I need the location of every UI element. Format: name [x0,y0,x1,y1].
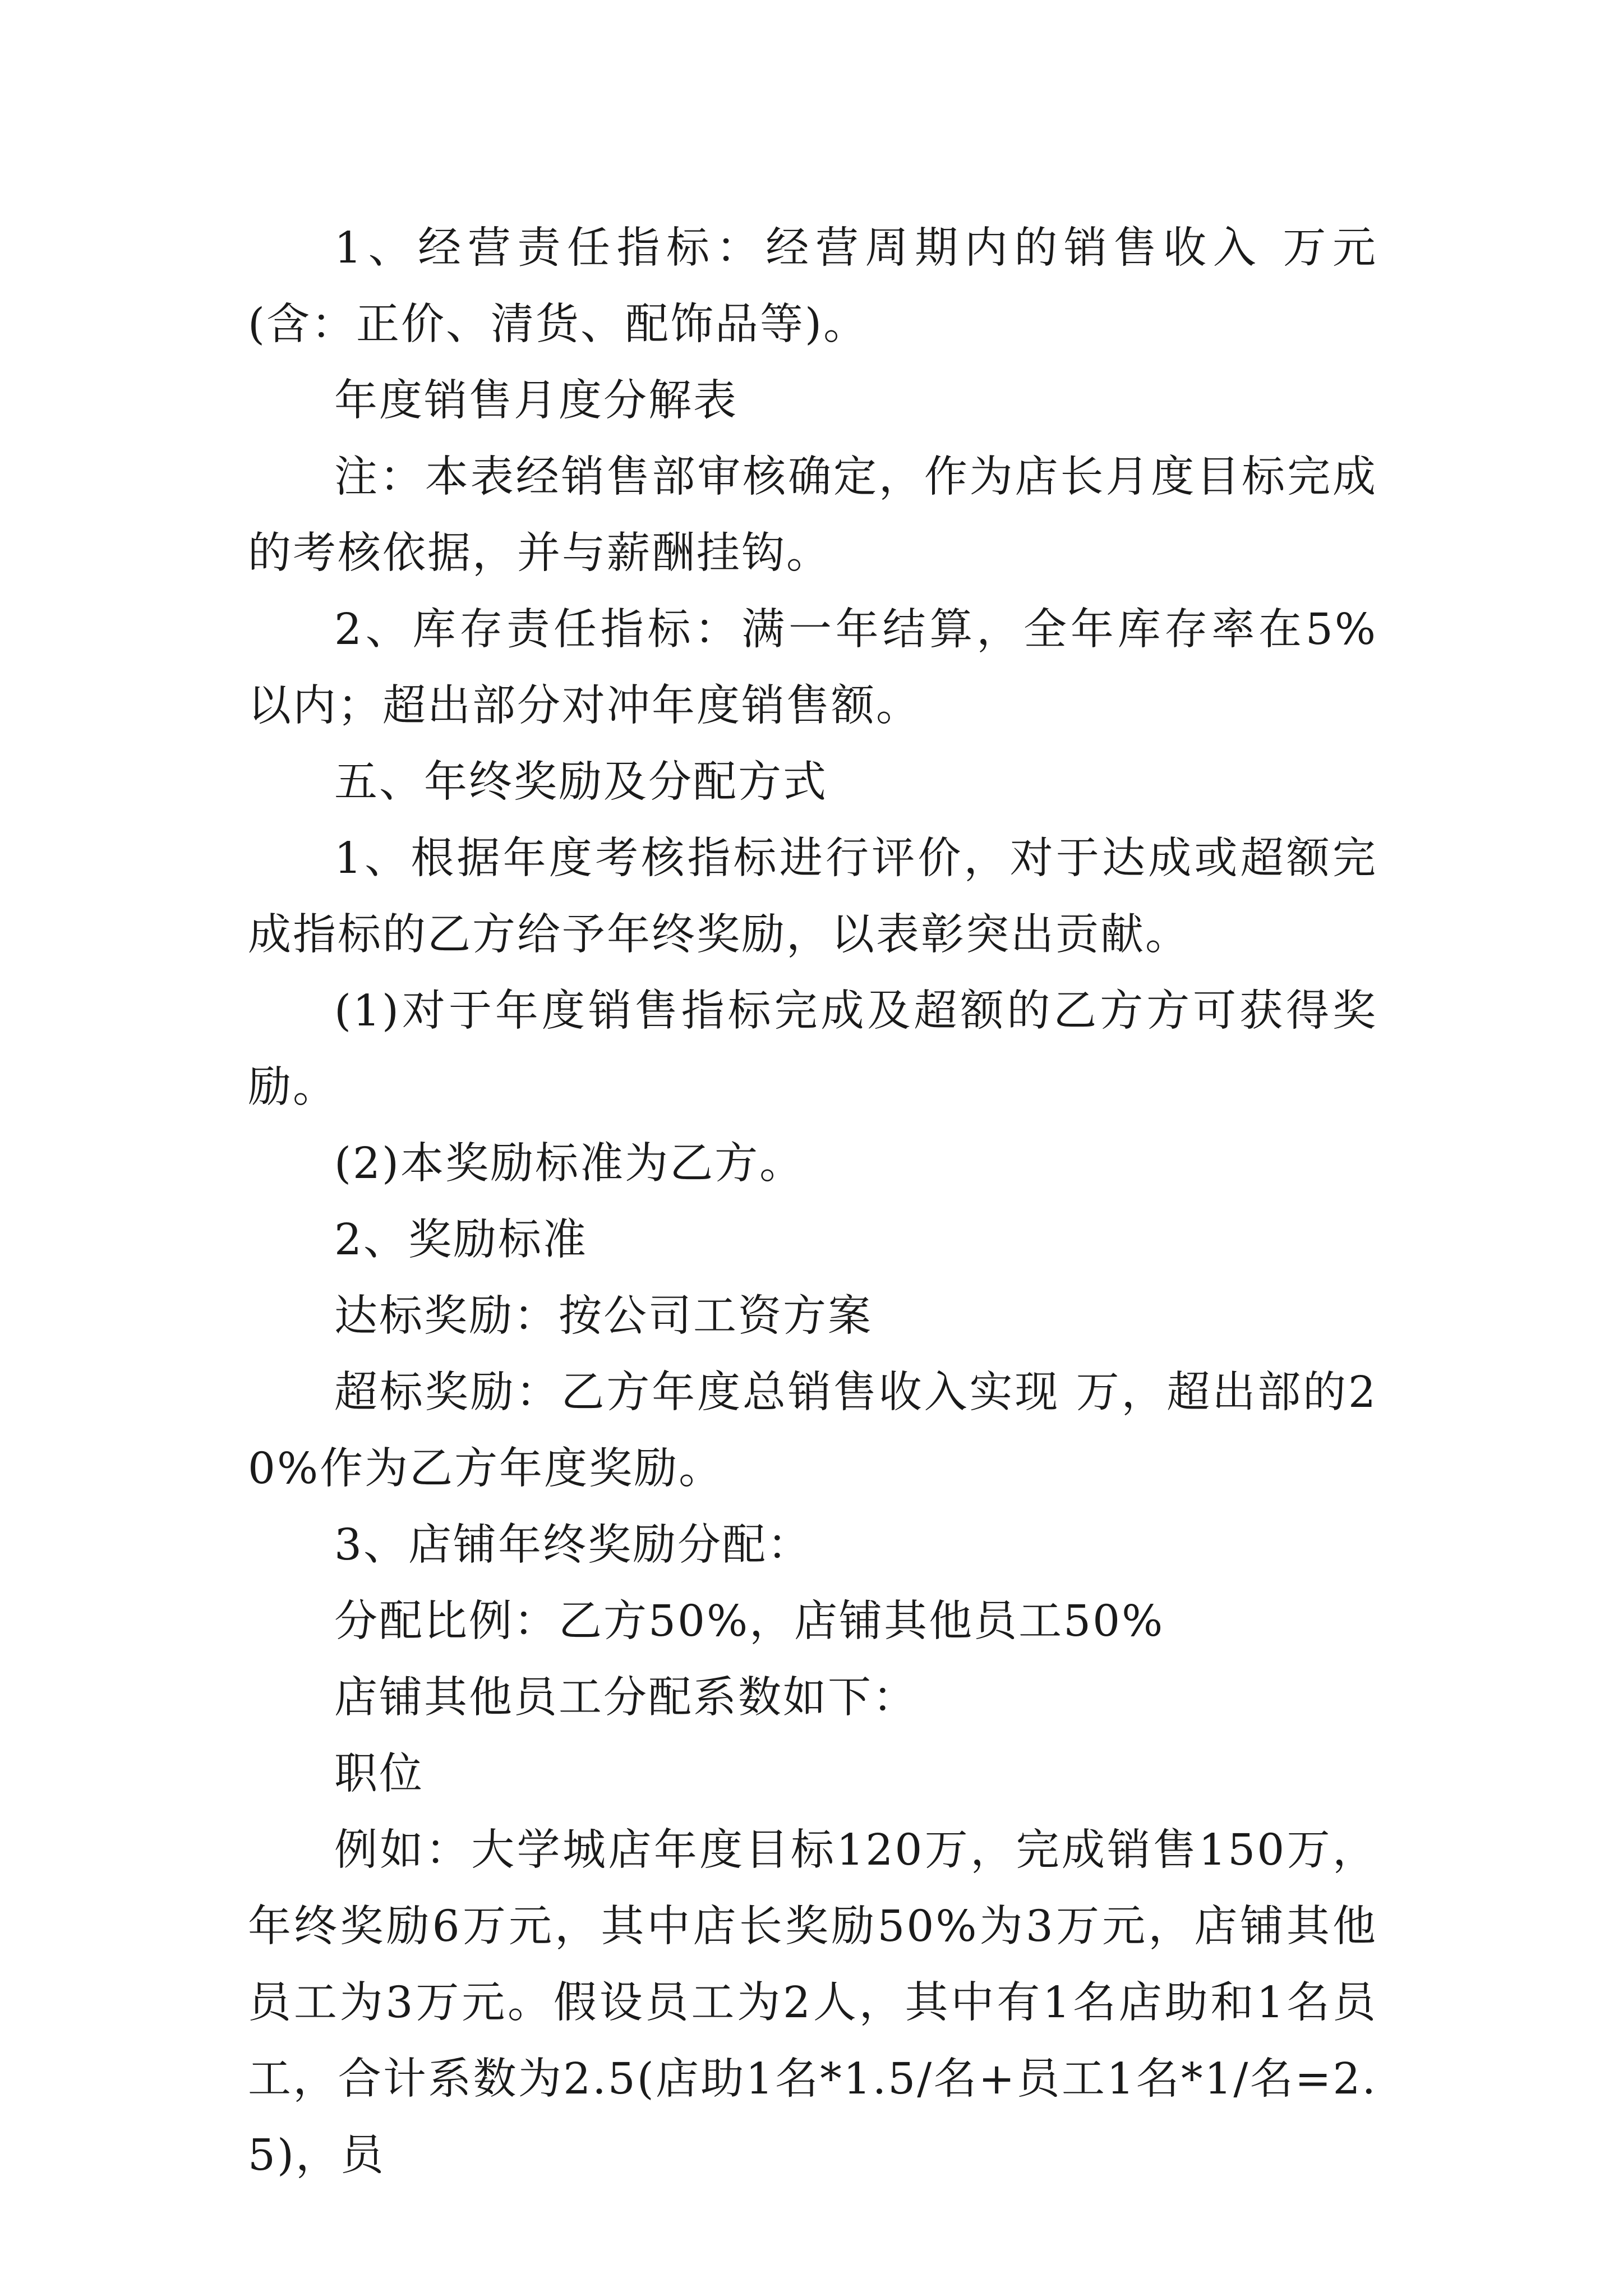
document-body [248,210,1377,2194]
paragraph-item-1: (1)对于年度销售指标完成及超额的乙方方可获得奖励。 [248,986,1377,1112]
paragraph-excess-bonus: 超标奖励：乙方年度总销售收入实现 万，超出部的20%作为乙方年度奖励。 [248,1368,1377,1494]
paragraph-inventory-target: 2、库存责任指标：满一年结算，全年库存率在5%以内；超出部分对冲年度销售额。 [248,605,1377,731]
paragraph-evaluation: 1、根据年度考核指标进行评价，对于达成或超额完成指标的乙方给予年终奖励，以表彰突出贡献。 [248,834,1377,960]
paragraph-operating-target: 1、经营责任指标：经营周期内的销售收入 万元(含：正价、清货、配饰品等)。 [248,223,1377,349]
paragraph-target-bonus: 达标奖励：按公司工资方案 [334,1291,873,1341]
paragraph-item-2: (2)本奖励标准为乙方。 [334,1139,805,1189]
section-heading-year-end-bonus: 五、年终奖励及分配方式 [334,757,828,807]
subheading-bonus-standard: 2、奖励标准 [334,1215,588,1265]
paragraph-coefficient-intro: 店铺其他员工分配系数如下： [334,1673,917,1723]
paragraph-monthly-breakdown-title: 年度销售月度分解表 [334,376,738,426]
paragraph-example: 例如：大学城店年度目标120万，完成销售150万，年终奖励6万元，其中店长奖励50%为3万元，店铺其他员工为3万元。假设员工为2人，其中有1名店助和1名员工，合计系数为2.5(店助1名*1.5/名+员工1名*1/名=2.5)，员 [248,1825,1377,2180]
subheading-store-distribution: 3、店铺年终奖励分配： [334,1520,812,1570]
paragraph-distribution-ratio: 分配比例：乙方50%，店铺其他员工50% [334,1596,1165,1646]
paragraph-position: 职位 [334,1749,424,1799]
paragraph-note: 注：本表经销售部审核确定，作为店长月度目标完成的考核依据，并与薪酬挂钩。 [248,452,1377,578]
